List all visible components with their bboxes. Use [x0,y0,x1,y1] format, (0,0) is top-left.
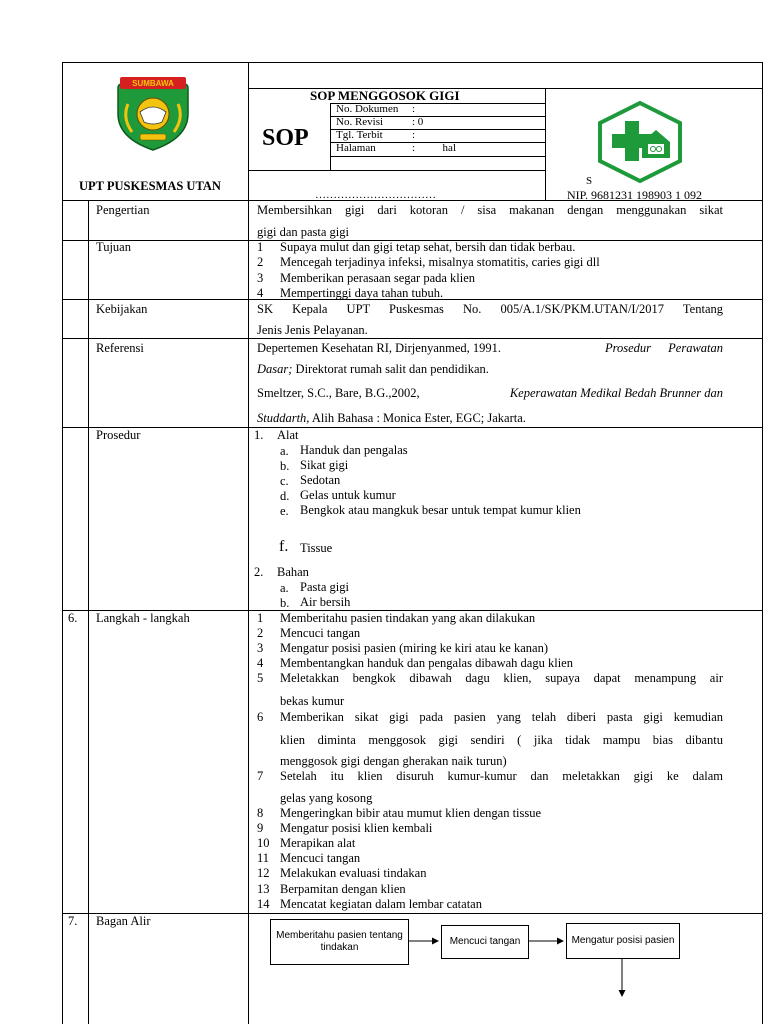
kebijakan-line: Jenis Jenis Pelayanan. [257,323,368,337]
step-number: 13 [257,882,270,896]
list-number: 2. [254,565,264,579]
step-text: menggosok gigi dengan gherakan naik turun) [280,754,507,768]
doc-number-value: : [412,103,416,115]
step-number: 2 [257,626,264,640]
row-number: 7. [68,914,78,928]
doc-number-label: No. Dokumen [336,103,399,115]
ref-title: Studdarth, [257,411,310,425]
row-number: 6. [68,611,78,625]
kebijakan-label: Kebijakan [96,302,148,316]
step-text: Memberikan sikat gigi pada pasien yang telah diberi pasta gigi kemudian [280,710,723,724]
institution-name: UPT PUSKESMAS UTAN [79,179,221,193]
ref-title: Prosedur Perawatan [604,341,723,355]
list-letter: a. [280,444,289,458]
ref-text: Depertemen Kesehatan RI, Dirjenyanmed, 1991. [257,341,502,355]
step-number: 8 [257,806,264,820]
ref-text: Smeltzer, S.C., Bare, B.G.,2002, [257,386,420,400]
bahan-item: Air bersih [300,595,351,609]
ref-text: Alih Bahasa : Monica Ester, EGC; Jakarta. [311,411,526,425]
step-number: 11 [257,851,270,865]
step-number: 5 [257,671,264,685]
issue-date-label: Tgl. Terbit [336,129,383,141]
list-number: 2 [257,255,264,269]
step-text: gelas yang kosong [280,791,373,805]
langkah-label: Langkah - langkah [96,611,190,625]
step-number: 4 [257,656,264,670]
list-item: Supaya mulut dan gigi tetap sehat, bersih dan tidak berbau. [280,240,576,254]
list-letter: a. [280,581,289,595]
ref-title: Keperawatan Medikal Bedah Brunner dan [509,386,723,400]
step-number: 12 [257,866,270,880]
step-text: Berpamitan dengan klien [280,882,406,896]
page-value: : hal [412,142,456,154]
step-text: Merapikan alat [280,836,356,850]
step-number: 1 [257,611,264,625]
list-number: 4 [257,286,264,300]
alat-item: Tissue [300,541,333,555]
step-text: Meletakkan bengkok dibawah dagu klien, supaya dapat menampung air [280,671,723,685]
list-item: Mencegah terjadinya infeksi, misalnya stomatitis, caries gigi dll [280,255,600,269]
revision-value: : 0 [412,116,424,128]
step-text: Setelah itu klien disuruh kumur-kumur dan meletakkan gigi ke dalam [280,769,723,783]
step-text: Melakukan evaluasi tindakan [280,866,427,880]
step-text: Mengeringkan bibir atau mumut klien dengan tissue [280,806,542,820]
step-number: 6 [257,710,264,724]
alat-heading: Alat [277,428,299,442]
ref-text: Direktorat rumah salit dan pendidikan. [295,362,489,376]
step-text: Mengatur posisi klien kembali [280,821,433,835]
step-text: Mengatur posisi pasien (miring ke kiri atau ke kanan) [280,641,548,655]
list-item: Mempertinggi daya tahan tubuh. [280,286,444,300]
alat-item: Handuk dan pengalas [300,443,408,457]
list-letter: b. [280,459,290,473]
tujuan-label: Tujuan [96,240,131,254]
alat-item: Gelas untuk kumur [300,488,396,502]
list-letter: f. [279,538,289,555]
list-letter: e. [280,504,289,518]
step-text: Mencuci tangan [280,851,361,865]
step-number: 14 [257,897,270,911]
step-text: bekas kumur [280,694,345,708]
list-letter: c. [280,474,289,488]
alat-item: Sikat gigi [300,458,349,472]
sop-label: SOP [262,125,309,151]
step-number: 9 [257,821,264,835]
step-number: 10 [257,836,270,850]
alat-item: Bengkok atau mangkuk besar untuk tempat kumur klien [300,503,581,517]
step-text: Membentangkan handuk dan pengalas dibawah dagu klien [280,656,573,670]
prosedur-label: Prosedur [96,428,141,442]
pengertian-line: Membersihkan gigi dari kotoran / sisa makanan dengan menggunakan sikat [257,203,723,217]
sign-initial: S [586,175,593,187]
signature-dots: …………………………… [315,189,436,201]
step-text: Mencuci tangan [280,626,361,640]
step-number: 3 [257,641,264,655]
bagan-label: Bagan Alir [96,914,151,928]
bahan-item: Pasta gigi [300,580,349,594]
list-letter: d. [280,489,290,503]
step-text: klien diminta menggosok gigi sendiri ( jika tidak mampu bias dibantu [280,733,723,747]
list-number: 3 [257,271,264,285]
step-text: Mencatat kegiatan dalam lembar catatan [280,897,482,911]
revision-label: No. Revisi [336,116,384,128]
pengertian-label: Pengertian [96,203,150,217]
nip: NIP. 9681231 198903 1 092 [567,188,703,202]
step-text: Memberitahu pasien tindakan yang akan dilakukan [280,611,536,625]
flow-box-inform: Memberitahu pasien tentang tindakan [270,919,409,965]
list-number: 1 [257,240,264,254]
flow-box-wash-hands: Mencuci tangan [441,925,529,959]
pengertian-line: gigi dan pasta gigi [257,225,349,239]
issue-date-value: : [412,129,416,141]
list-item: Memberikan perasaan segar pada klien [280,271,476,285]
alat-item: Sedotan [300,473,341,487]
sop-title: SOP MENGGOSOK GIGI [310,88,460,103]
bahan-heading: Bahan [277,565,309,579]
flow-box-position: Mengatur posisi pasien [566,923,680,959]
ref-title: Dasar; [257,362,293,376]
page-label: Halaman [336,142,376,154]
referensi-label: Referensi [96,341,144,355]
list-number: 1. [254,428,264,442]
logo-text: SUMBAWA [132,79,174,88]
list-letter: b. [280,596,290,610]
step-number: 7 [257,769,264,783]
kebijakan-line: SK Kepala UPT Puskesmas No. 005/A.1/SK/PKM.UTAN/I/2017 Tentang [257,302,723,316]
